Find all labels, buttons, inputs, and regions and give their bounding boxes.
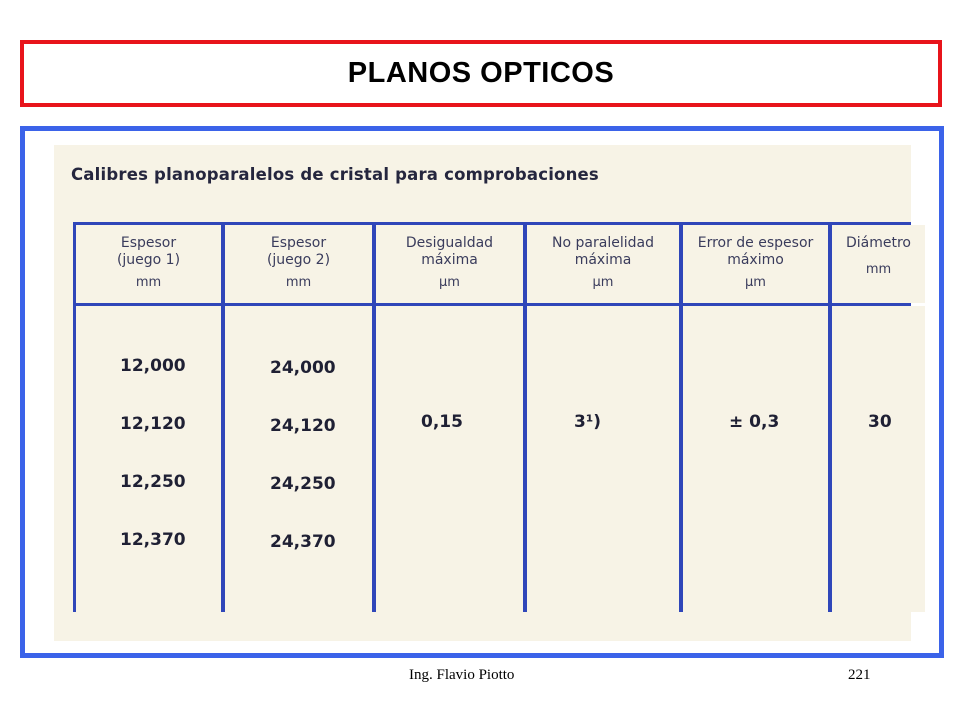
table-cell: 3¹) xyxy=(574,412,602,432)
column-no-paralelidad-maxima xyxy=(527,306,679,612)
table-cell: 24,120 xyxy=(270,416,336,436)
table-cell: ± 0,3 xyxy=(729,412,780,432)
table-cell: 12,370 xyxy=(120,530,186,550)
column-diametro xyxy=(832,306,925,612)
column-espesor-juego-1 xyxy=(76,306,221,612)
scanned-table-image xyxy=(54,145,911,641)
title-box xyxy=(20,40,942,107)
slide-title: PLANOS OPTICOS xyxy=(347,57,615,89)
footer-page-number: 221 xyxy=(848,667,871,683)
header-diametro: Diámetro mm xyxy=(832,225,925,303)
table-cell: 12,250 xyxy=(120,472,186,492)
table-cell: 24,370 xyxy=(270,532,336,552)
table-cell: 24,000 xyxy=(270,358,336,378)
column-espesor-juego-2 xyxy=(225,306,372,612)
data-table xyxy=(73,222,911,612)
table-cell: 12,000 xyxy=(120,356,186,376)
header-error-de-espesor-maximo: Error de espesor máximo µm xyxy=(683,225,828,303)
table-cell: 12,120 xyxy=(120,414,186,434)
header-espesor-juego-1: Espesor (juego 1) mm xyxy=(76,225,221,303)
table-cell: 24,250 xyxy=(270,474,336,494)
footer-author: Ing. Flavio Piotto xyxy=(409,667,515,683)
column-desigualdad-maxima xyxy=(376,306,523,612)
header-desigualdad-maxima: Desigualdad máxima µm xyxy=(376,225,523,303)
header-no-paralelidad-maxima: No paralelidad máxima µm xyxy=(527,225,679,303)
column-error-de-espesor-maximo xyxy=(683,306,828,612)
image-frame xyxy=(20,126,944,658)
table-cell: 0,15 xyxy=(421,412,463,432)
table-cell: 30 xyxy=(868,412,892,432)
table-caption: Calibres planoparalelos de cristal para comprobaciones xyxy=(71,165,599,184)
header-espesor-juego-2: Espesor (juego 2) mm xyxy=(225,225,372,303)
